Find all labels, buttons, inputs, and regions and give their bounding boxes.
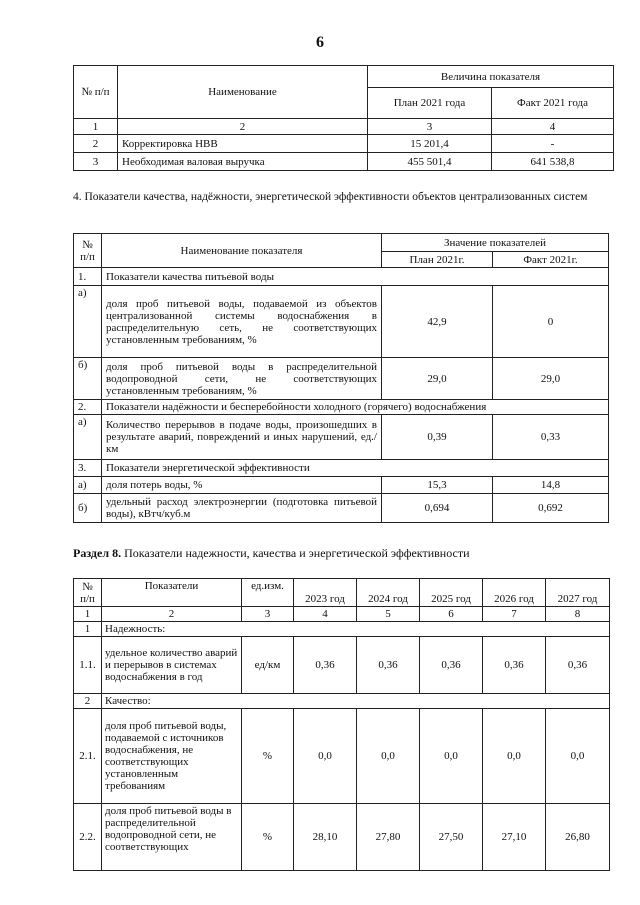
page-number: 6 — [316, 34, 324, 51]
group-num: 1 — [74, 622, 102, 637]
table-index-row — [74, 607, 610, 622]
header-fact: Факт 2021г. — [493, 252, 609, 268]
row-value-2027: 0,36 — [546, 637, 610, 694]
row-plan: 42,9 — [382, 286, 493, 358]
group-row — [74, 694, 610, 709]
row-fact: 29,0 — [493, 358, 609, 400]
row-num: 2 — [74, 135, 118, 153]
row-name: Количество перерывов в подаче воды, произошедших в результате аварий, повреждений и иных нарушений, ед./км — [102, 415, 382, 460]
row-unit: ед/км — [242, 637, 294, 694]
header-2024: 2024 год — [357, 579, 420, 607]
section-8-title: Показатели надежности, качества и энергетической эффективности — [124, 546, 470, 560]
row-num: 2.2. — [74, 804, 102, 871]
section-8-label: Раздел 8. — [73, 546, 122, 560]
table-row — [74, 709, 610, 804]
header-plan: План 2021г. — [382, 252, 493, 268]
group-title: Показатели надёжности и бесперебойности холодного (горячего) водоснабжения — [102, 400, 609, 415]
row-name: доля проб питьевой воды в распределительной водопроводной сети, не соответствующих — [102, 804, 242, 871]
row-plan: 15 201,4 — [368, 135, 492, 153]
header-fact: Факт 2021 года — [492, 88, 614, 119]
index-cell: 1 — [74, 119, 118, 135]
row-num: 2.1. — [74, 709, 102, 804]
row-plan: 0,39 — [382, 415, 493, 460]
group-num: 2. — [74, 400, 102, 415]
group-row — [74, 460, 609, 477]
row-value-2023: 0,36 — [294, 637, 357, 694]
row-name: Необходимая валовая выручка — [118, 153, 368, 171]
row-num: 1.1. — [74, 637, 102, 694]
index-cell: 3 — [242, 607, 294, 622]
row-fact: 0,692 — [493, 494, 609, 523]
table-row — [74, 286, 609, 358]
row-name: доля проб питьевой воды, подаваемой с источников водоснабжения, не соответствующих установленным требованиям — [102, 709, 242, 804]
index-cell: 5 — [357, 607, 420, 622]
table-revenue — [73, 65, 614, 171]
row-plan: 0,694 — [382, 494, 493, 523]
header-num: № п/п — [74, 66, 118, 119]
table-row — [74, 358, 609, 400]
header-unit: ед.изм. — [242, 579, 294, 607]
group-title: Показатели энергетической эффективности — [102, 460, 609, 477]
index-cell: 2 — [102, 607, 242, 622]
row-name: удельный расход электроэнергии (подготовка питьевой воды), кВтч/куб.м — [102, 494, 382, 523]
row-plan: 15,3 — [382, 477, 493, 494]
row-num: а) — [74, 415, 102, 460]
row-value-2024: 0,0 — [357, 709, 420, 804]
section-8-heading — [73, 546, 470, 561]
row-fact: 0,33 — [493, 415, 609, 460]
header-2025: 2025 год — [420, 579, 483, 607]
row-fact: - — [492, 135, 614, 153]
header-num: № п/п — [74, 579, 102, 607]
header-num: № п/п — [74, 234, 102, 268]
row-num: а) — [74, 477, 102, 494]
index-cell: 2 — [118, 119, 368, 135]
table-row — [74, 135, 614, 153]
row-value-2024: 0,36 — [357, 637, 420, 694]
row-num: б) — [74, 494, 102, 523]
row-num: 3 — [74, 153, 118, 171]
group-row — [74, 622, 610, 637]
group-num: 1. — [74, 268, 102, 286]
table-row — [74, 477, 609, 494]
row-value-2027: 0,0 — [546, 709, 610, 804]
row-unit: % — [242, 709, 294, 804]
row-value-2024: 27,80 — [357, 804, 420, 871]
row-fact: 14,8 — [493, 477, 609, 494]
row-value-2026: 27,10 — [483, 804, 546, 871]
table-quality-indicators — [73, 233, 609, 523]
index-cell: 4 — [294, 607, 357, 622]
group-row — [74, 268, 609, 286]
row-plan: 455 501,4 — [368, 153, 492, 171]
group-title: Надежность: — [102, 622, 610, 637]
table-row — [74, 637, 610, 694]
header-value-group: Значение показателей — [382, 234, 609, 252]
row-unit: % — [242, 804, 294, 871]
row-name: удельное количество аварий и перерывов в системах водоснабжения в год — [102, 637, 242, 694]
header-value-group: Величина показателя — [368, 66, 614, 88]
row-num: б) — [74, 358, 102, 400]
group-num: 3. — [74, 460, 102, 477]
header-plan: План 2021 года — [368, 88, 492, 119]
row-name: доля потерь воды, % — [102, 477, 382, 494]
row-value-2023: 0,0 — [294, 709, 357, 804]
row-fact: 0 — [493, 286, 609, 358]
group-num: 2 — [74, 694, 102, 709]
table-index-row — [74, 119, 614, 135]
index-cell: 3 — [368, 119, 492, 135]
table-indicators-forecast — [73, 578, 610, 871]
group-title: Показатели качества питьевой воды — [102, 268, 609, 286]
header-2027: 2027 год — [546, 579, 610, 607]
index-cell: 6 — [420, 607, 483, 622]
row-value-2025: 0,0 — [420, 709, 483, 804]
row-value-2025: 0,36 — [420, 637, 483, 694]
row-value-2026: 0,0 — [483, 709, 546, 804]
header-name: Наименование показателя — [102, 234, 382, 268]
section-4-heading: 4. Показатели качества, надёжности, энергетической эффективности объектов централизованных систем — [73, 191, 588, 203]
table-row — [74, 415, 609, 460]
row-num: а) — [74, 286, 102, 358]
table-row — [74, 153, 614, 171]
row-value-2026: 0,36 — [483, 637, 546, 694]
row-value-2023: 28,10 — [294, 804, 357, 871]
index-cell: 7 — [483, 607, 546, 622]
header-name: Показатели — [102, 579, 242, 607]
index-cell: 8 — [546, 607, 610, 622]
row-name: доля проб питьевой воды в распределительной водопроводной сети, не соответствующих установленным требованиям, % — [102, 358, 382, 400]
table-row — [74, 804, 610, 871]
index-cell: 4 — [492, 119, 614, 135]
row-value-2025: 27,50 — [420, 804, 483, 871]
row-value-2027: 26,80 — [546, 804, 610, 871]
row-fact: 641 538,8 — [492, 153, 614, 171]
group-title: Качество: — [102, 694, 610, 709]
index-cell: 1 — [74, 607, 102, 622]
row-name: доля проб питьевой воды, подаваемой из объектов централизованной системы водоснабжения в распределительную сеть, не соответствующих установленным требованиям, % — [102, 286, 382, 358]
header-name: Наименование — [118, 66, 368, 119]
table-row — [74, 494, 609, 523]
group-row — [74, 400, 609, 415]
row-name: Корректировка НВВ — [118, 135, 368, 153]
row-plan: 29,0 — [382, 358, 493, 400]
header-2023: 2023 год — [294, 579, 357, 607]
header-2026: 2026 год — [483, 579, 546, 607]
